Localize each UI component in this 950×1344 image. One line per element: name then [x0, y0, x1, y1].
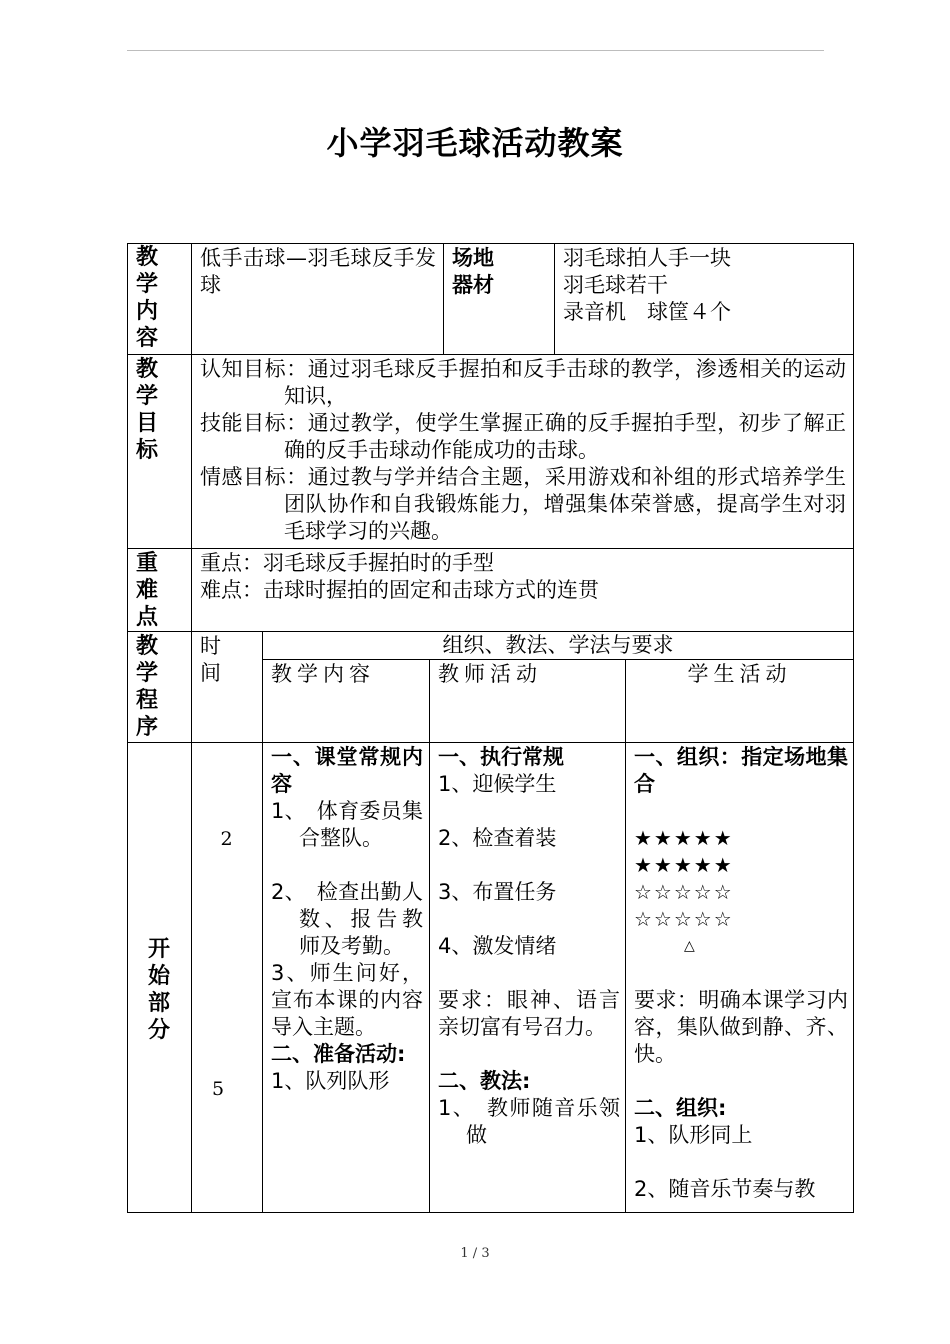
teacher-heading: 二、教法: — [438, 1069, 531, 1093]
student-item: 1、队形同上 — [634, 1123, 753, 1147]
difficult-point: 难点：击球时握拍的固定和击球方式的连贯 — [200, 578, 599, 602]
opening-content — [271, 744, 423, 1095]
teacher-position-icon: △ — [684, 938, 695, 954]
content-item: 2、 检查出勤人数、报告教师及考勤。 — [271, 880, 423, 958]
time-value: 2 — [220, 828, 233, 850]
opening-part-label: 开始部分 — [148, 937, 171, 1043]
key-points — [200, 550, 846, 604]
equipment-item: 羽毛球若干 — [563, 273, 668, 297]
emotional-goal: 情感目标：通过教与学并结合主题，采用游戏和补组的形式培养学生团队协作和自我锻炼能力，增强集体荣誉感，提高学生对羽毛球学习的兴趣。 — [200, 465, 846, 543]
equipment-item: 录音机 球筐４个 — [563, 300, 731, 324]
cognitive-goal: 认知目标：通过羽毛球反手握拍和反手击球的教学，渗透相关的运动知识， — [200, 357, 846, 408]
content-item: 1、队列队形 — [271, 1069, 390, 1093]
equipment-list — [563, 245, 848, 326]
key-point: 重点：羽毛球反手握拍时的手型 — [200, 551, 494, 575]
lesson-topic: 低手击球—羽毛球反手发球 — [200, 246, 437, 297]
opening-teacher — [438, 744, 620, 1149]
teacher-column-header: 教师活动 — [438, 662, 542, 686]
content-heading: 二、准备活动: — [271, 1042, 406, 1066]
formation-row: ★★★★★ — [634, 826, 734, 850]
formation-row: ☆☆☆☆☆ — [634, 907, 734, 931]
teacher-item: 2、检查着装 — [438, 826, 557, 850]
key-points-row-label: 重难点 — [136, 551, 159, 630]
content-column-header: 教学内容 — [271, 662, 375, 686]
equipment-item: 羽毛球拍人手一块 — [563, 246, 731, 270]
student-item: 2、随音乐节奏与教 — [634, 1177, 816, 1201]
student-heading: 一、组织：指定场地集合 — [634, 745, 848, 796]
teacher-item: 1、 教师随音乐领做 — [438, 1096, 620, 1147]
page-title: 小学羽毛球活动教案 — [326, 124, 624, 162]
venue-equipment-label: 场地器材 — [452, 246, 494, 297]
goals-list — [200, 356, 846, 545]
skill-goal: 技能目标：通过教学，使学生掌握正确的反手握拍手型，初步了解正确的反手击球动作能成功的击球。 — [200, 411, 846, 462]
teacher-item: 1、迎候学生 — [438, 772, 557, 796]
student-heading: 二、组织: — [634, 1096, 727, 1120]
page-number: 1 / 3 — [460, 1246, 490, 1261]
time-value: 5 — [211, 1078, 225, 1100]
organization-header: 组织、教法、学法与要求 — [442, 633, 674, 657]
teacher-requirement: 要求：眼神、语言亲切富有号召力。 — [438, 988, 620, 1039]
goals-row-label: 教学目标 — [136, 357, 159, 463]
content-heading: 一、课堂常规内容 — [271, 745, 423, 796]
content-item: 1、 体育委员集合整队。 — [271, 799, 423, 850]
time-column-label: 时间 — [200, 634, 221, 685]
teacher-item: 3、布置任务 — [438, 880, 557, 904]
student-column-header: 学生活动 — [687, 662, 792, 686]
formation-row: ☆☆☆☆☆ — [634, 880, 734, 904]
formation-row: ★★★★★ — [634, 853, 734, 877]
teacher-item: 4、激发情绪 — [438, 934, 557, 958]
teacher-heading: 一、执行常规 — [438, 745, 564, 769]
content-row-label: 教学内容 — [136, 245, 159, 351]
procedure-row-label: 教学程序 — [136, 634, 159, 740]
opening-student — [634, 744, 848, 1203]
student-requirement: 要求：明确本课学习内容，集队做到静、齐、快。 — [634, 988, 848, 1066]
content-item: 3、师生问好，宣布本课的内容导入主题。 — [271, 961, 423, 1039]
